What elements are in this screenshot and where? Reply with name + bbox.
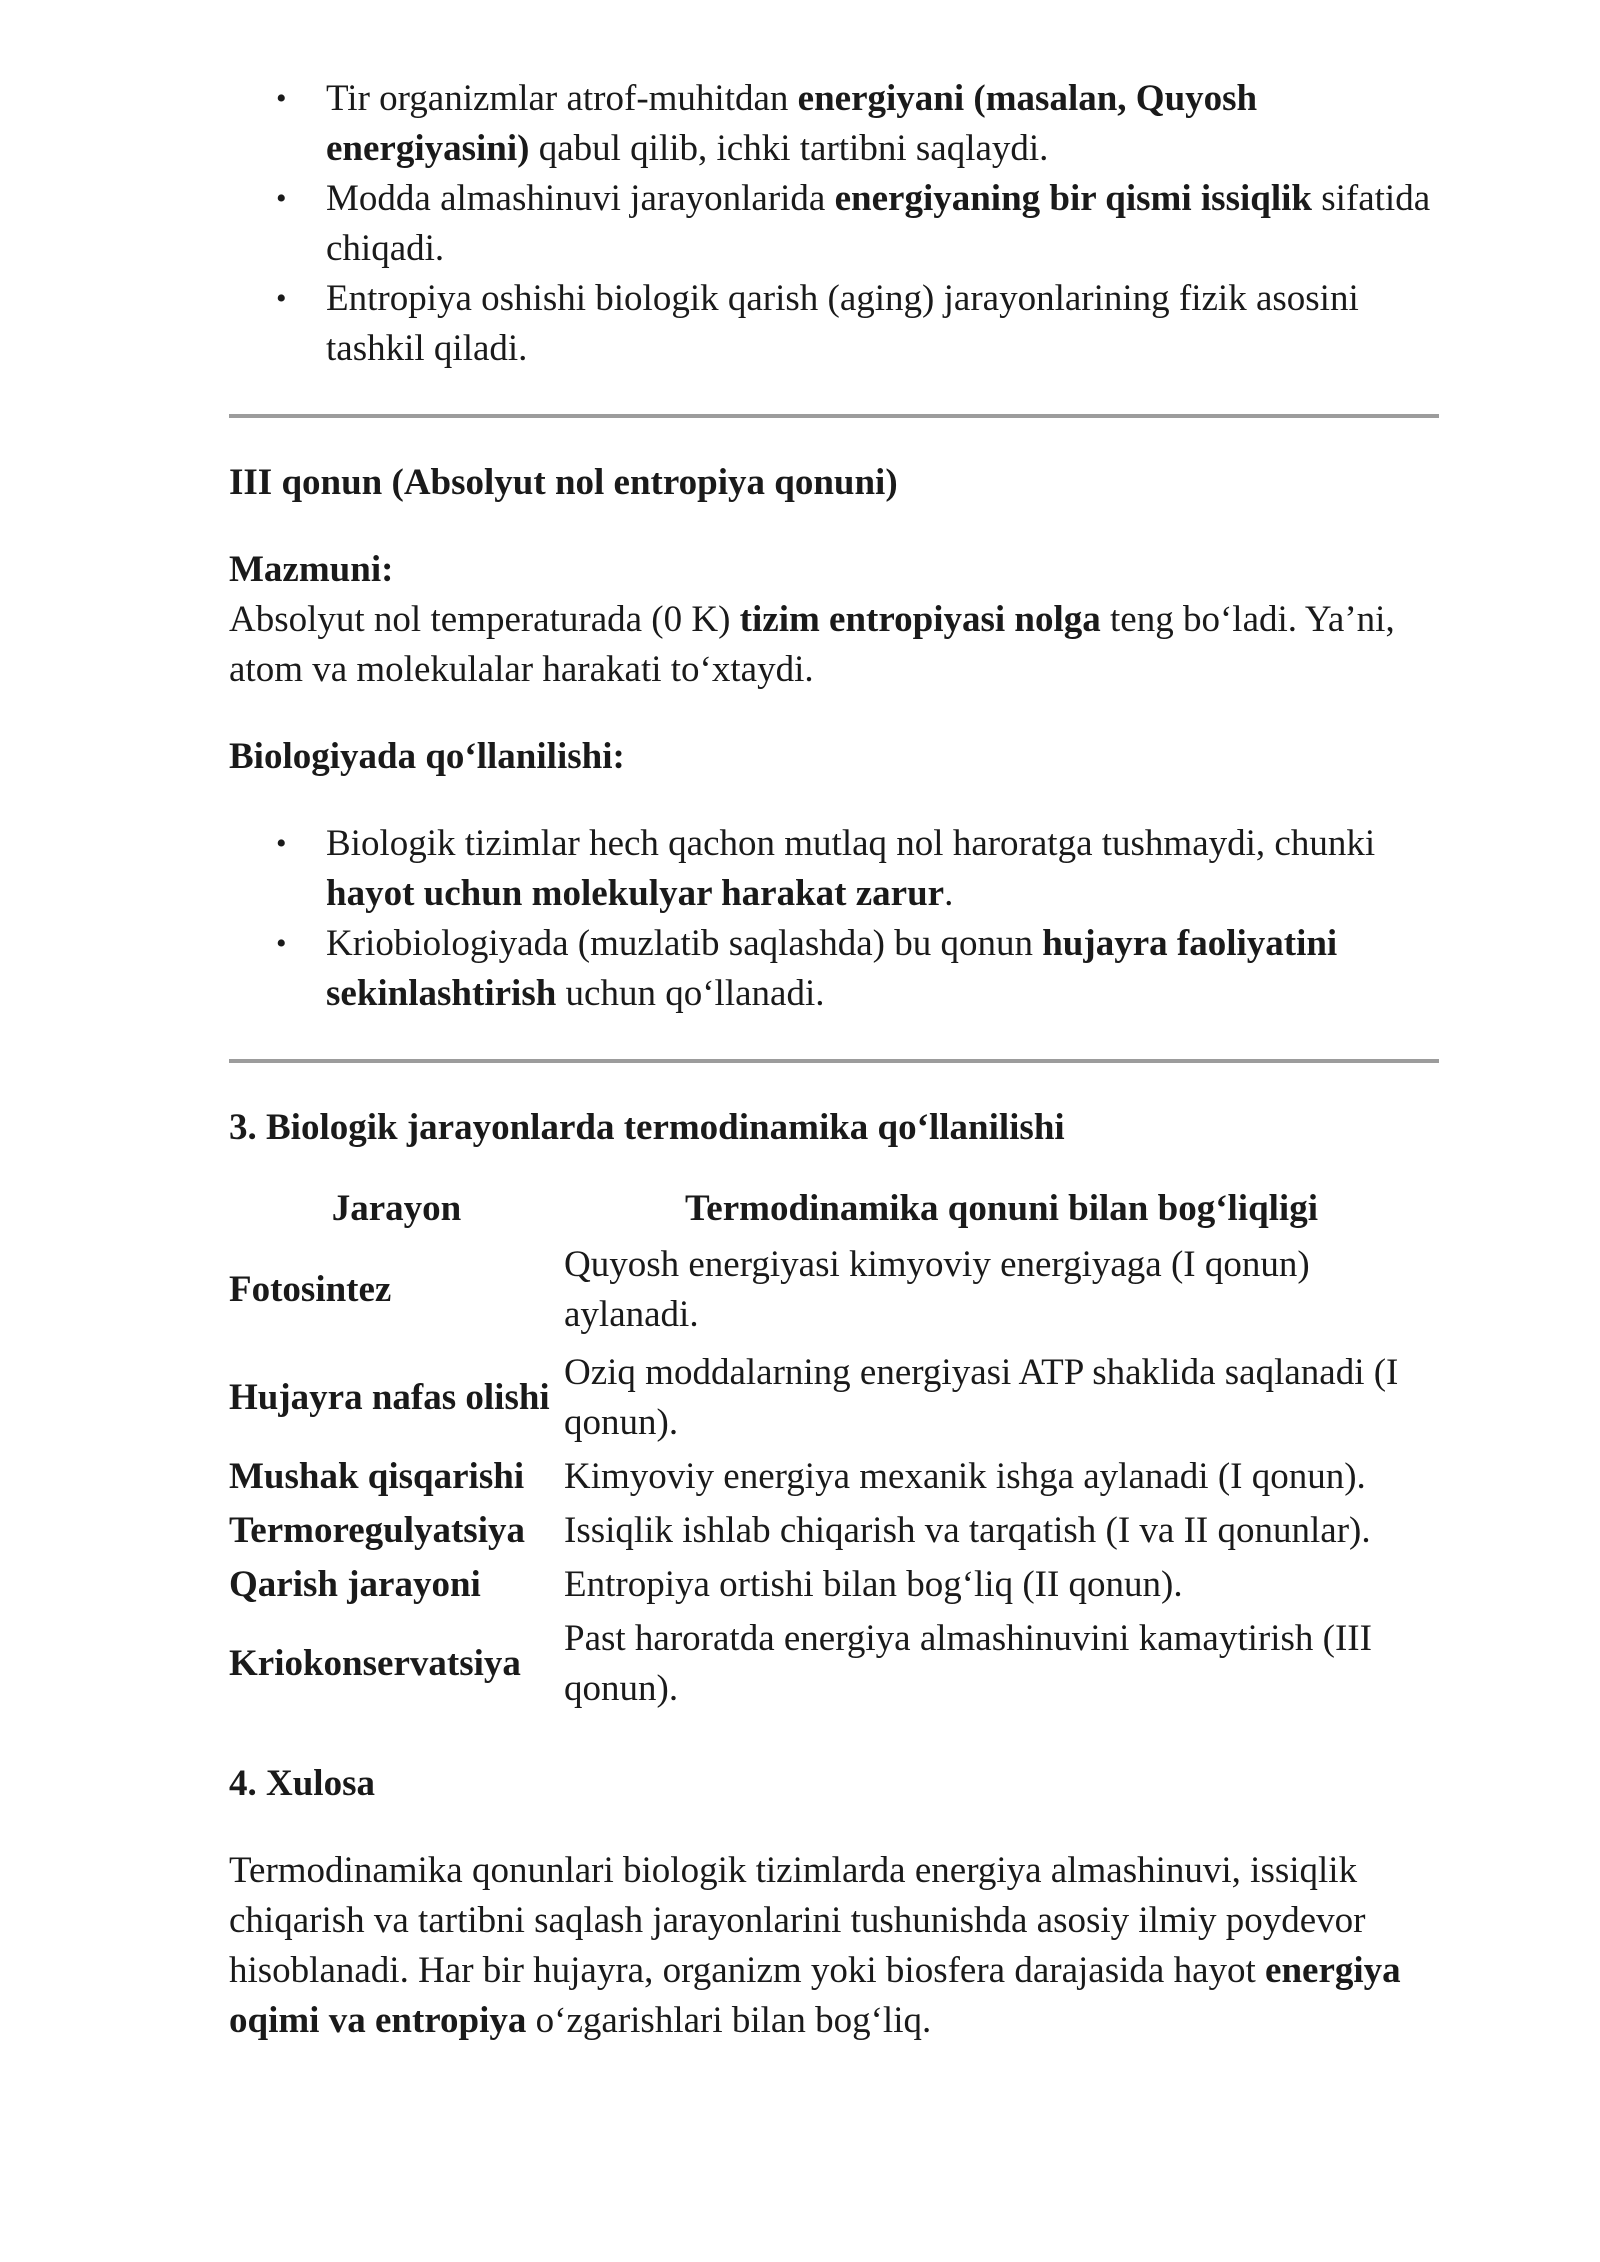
list-item: • Modda almashinuvi jarayonlarida energiyaning bir qismi issiqlik sifatida chiqadi.: [326, 174, 1439, 274]
table-cell: Fotosintez: [229, 1269, 392, 1310]
intro-bullet-list: [229, 74, 1439, 374]
table-cell: Mushak qisqarishi: [229, 1456, 525, 1497]
law3-heading: III qonun (Absolyut nol entropiya qonuni): [229, 462, 898, 503]
conclusion-paragraph: Termodinamika qonunlari biologik tizimlarda energiya almashinuvi, issiqlik chiqarish va tartibni saqlash jarayonlarini tushunishda asosiy ilmiy poydevor hisoblanadi. Har bir hujayra, organizm yoki biosfera darajasida hayot energiya oqimi va entropiya o‘zgarishlari bilan bog‘liq.: [229, 1850, 1401, 2041]
list-item: • Tir organizmlar atrof-muhitdan energiyani (masalan, Quyosh energiyasini) qabul qilib, ichki tartibni saqlaydi.: [326, 74, 1439, 174]
table-header-row: [229, 1178, 1439, 1240]
table-cell: Oziq moddalarning energiyasi ATP shaklida saqlanadi (I qonun).: [564, 1352, 1399, 1443]
table-row: [229, 1240, 1439, 1340]
table-row: [229, 1340, 1439, 1448]
table-cell: Issiqlik ishlab chiqarish va tarqatish (I va II qonunlar).: [564, 1510, 1371, 1551]
application-label: Biologiyada qo‘llanilishi:: [229, 736, 625, 777]
document-content: [229, 74, 1439, 2046]
table-row: [229, 1502, 1439, 1556]
table-cell: Past haroratda energiya almashinuvini kamaytirish (III qonun).: [564, 1618, 1372, 1709]
table-cell: Kimyoviy energiya mexanik ishga aylanadi (I qonun).: [564, 1456, 1366, 1497]
thermodynamics-table: [229, 1178, 1439, 1714]
table-cell: Hujayra nafas olishi: [229, 1377, 550, 1418]
table-cell: Termoregulyatsiya: [229, 1510, 525, 1551]
list-item: • Biologik tizimlar hech qachon mutlaq nol haroratga tushmaydi, chunki hayot uchun molekulyar harakat zarur.: [326, 819, 1439, 919]
table-cell: Kriokonservatsiya: [229, 1643, 521, 1684]
section4-heading: 4. Xulosa: [229, 1763, 375, 1804]
column-header: Jarayon: [331, 1188, 462, 1229]
table-cell: Qarish jarayoni: [229, 1564, 481, 1605]
content-paragraph: Absolyut nol temperaturada (0 K) tizim entropiyasi nolga teng bo‘ladi. Ya’ni, atom va molekulalar harakati to‘xtaydi.: [229, 599, 1395, 690]
table-row: [229, 1556, 1439, 1610]
section-divider: [229, 414, 1439, 418]
column-header: Termodinamika qonuni bilan bog‘liqligi: [685, 1188, 1318, 1229]
section-divider: [229, 1059, 1439, 1063]
list-item: • Entropiya oshishi biologik qarish (aging) jarayonlarining fizik asosini tashkil qiladi.: [326, 274, 1439, 374]
table-cell: Entropiya ortishi bilan bog‘liq (II qonun).: [564, 1564, 1183, 1605]
section3-heading: 3. Biologik jarayonlarda termodinamika qo‘llanilishi: [229, 1107, 1065, 1148]
content-label: Mazmuni:: [229, 549, 394, 590]
table-row: [229, 1610, 1439, 1714]
list-item: • Kriobiologiyada (muzlatib saqlashda) bu qonun hujayra faoliyatini sekinlashtirish uchun qo‘llanadi.: [326, 919, 1439, 1019]
table-row: [229, 1448, 1439, 1502]
table-cell: Quyosh energiyasi kimyoviy energiyaga (I qonun) aylanadi.: [564, 1244, 1310, 1335]
law3-bullet-list: [229, 819, 1439, 1019]
